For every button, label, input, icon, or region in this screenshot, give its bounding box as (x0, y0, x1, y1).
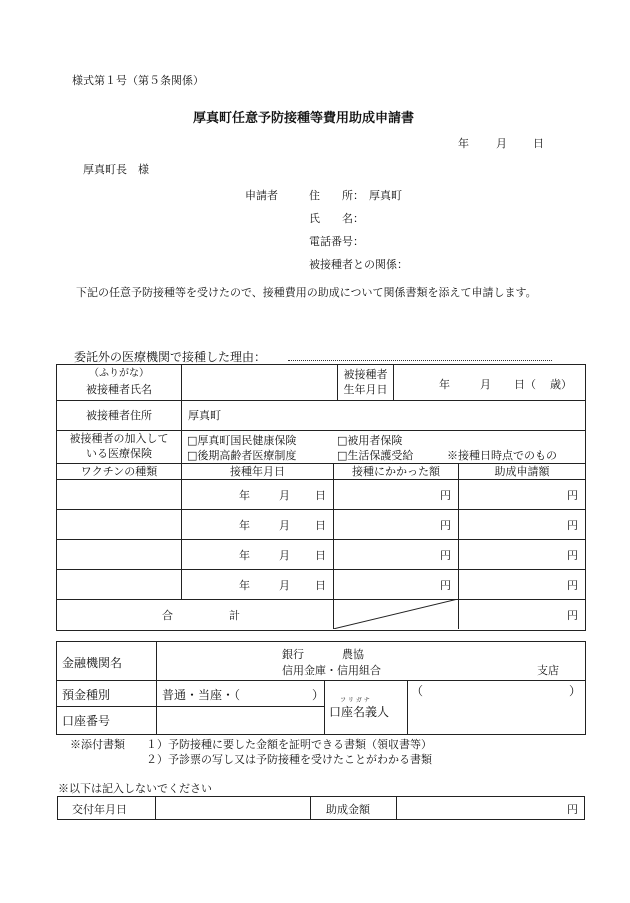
birth-age[interactable]: 歳） (550, 378, 572, 391)
holder-paren-open[interactable]: （ (411, 684, 424, 698)
shinkin-option[interactable]: 信用金庫・信用組合 (282, 664, 381, 677)
row-subsidy-yen: 円 (567, 519, 578, 532)
row-subsidy-yen: 円 (567, 579, 578, 592)
date-year: 年 (458, 137, 469, 150)
row-day: 日 (315, 579, 326, 592)
amount-yen[interactable]: 円 (567, 803, 578, 816)
header-cost: 接種にかかった額 (352, 464, 440, 478)
deposit-type-label: 預金種別 (62, 688, 111, 702)
birth-label-1: 被接種者 (343, 367, 388, 381)
insurance-seiho-checkbox[interactable]: □生活保護受給 (337, 449, 414, 462)
address-label: 被接種者住所 (86, 408, 152, 422)
office-table (57, 796, 585, 820)
applicant-relation-label: 被接種者との関係： (309, 258, 408, 271)
header-subsidy: 助成申請額 (494, 464, 550, 478)
deposit-type-options[interactable]: 普通・当座・（ ） (162, 688, 325, 702)
account-number-label: 口座番号 (62, 714, 111, 728)
birth-year[interactable]: 年 (439, 378, 450, 391)
row-subsidy-yen: 円 (567, 549, 578, 562)
attachment-item-1: １）予防接種に要した金額を証明できる書類（領収書等） (146, 738, 432, 751)
row-month: 月 (279, 519, 290, 532)
attachment-item-2: ２）予診票の写し又は予防接種を受けたことがわかる書類 (146, 753, 432, 766)
row-cost-yen: 円 (440, 549, 451, 562)
row-year: 年 (239, 489, 250, 502)
amount-label: 助成金額 (326, 803, 370, 816)
issue-date-field[interactable] (157, 798, 307, 817)
holder-label: 口座名義人 (329, 705, 390, 719)
insurance-kokuho-checkbox[interactable]: □厚真町国民健康保険 (187, 434, 297, 447)
applicant-address-label: 住 所： (309, 189, 364, 202)
addressee: 厚真町長 様 (83, 163, 149, 176)
furigana-label: （ふりがな） (89, 367, 149, 379)
insurance-label-1: 被接種者の加入して (69, 432, 169, 446)
row-year: 年 (239, 579, 250, 592)
address-value[interactable]: 厚真町 (188, 408, 221, 422)
applicant-name-label: 氏 名： (309, 212, 364, 225)
reason-label: 委託外の医療機関で接種した理由： (74, 350, 267, 364)
date-month: 月 (496, 137, 507, 150)
applicant-label: 申請者 (245, 189, 278, 202)
form-number: 様式第１号（第５条関係） (72, 74, 204, 87)
issue-date-label: 交付年月日 (72, 803, 127, 816)
insurance-koki-checkbox[interactable]: □後期高齢者医療制度 (187, 449, 297, 462)
row-day: 日 (315, 549, 326, 562)
row-year: 年 (239, 519, 250, 532)
page-title: 厚真町任意予防接種等費用助成申請書 (193, 111, 415, 126)
birth-label-2: 生年月日 (343, 382, 388, 396)
insurance-label-2: いる医療保険 (86, 447, 152, 461)
intro-text: 下記の任意予防接種等を受けたので、接種費用の助成について関係書類を添えて申請します。 (76, 286, 537, 299)
reason-underline[interactable] (288, 360, 552, 361)
total-label-2: 計 (229, 609, 240, 622)
row-cost-yen: 円 (440, 489, 451, 502)
account-number-field[interactable] (160, 708, 320, 730)
row-cost-yen: 円 (440, 579, 451, 592)
row-day: 日 (315, 489, 326, 502)
total-label-1: 合 (162, 609, 173, 622)
row-month: 月 (279, 579, 290, 592)
total-diagonal (333, 599, 458, 629)
row-day: 日 (315, 519, 326, 532)
name-label: 被接種者氏名 (86, 383, 152, 397)
attachments-label: ※添付書類 (70, 738, 125, 751)
bank-option[interactable]: 銀行 (282, 648, 304, 661)
date-day: 日 (533, 137, 544, 150)
birth-month[interactable]: 月 (480, 378, 491, 391)
branch-label: 支店 (537, 664, 559, 677)
header-date: 接種年月日 (230, 464, 285, 478)
institution-label: 金融機関名 (62, 656, 123, 670)
row-month: 月 (279, 549, 290, 562)
row-month: 月 (279, 489, 290, 502)
office-use-note: ※以下は記入しないでください (58, 782, 212, 795)
nokyo-option[interactable]: 農協 (342, 648, 364, 661)
holder-furigana: フ リ ガ ナ (340, 697, 370, 704)
row-cost-yen: 円 (440, 519, 451, 532)
name-field[interactable] (182, 365, 337, 400)
insurance-note: ※接種日時点でのもの (447, 449, 557, 462)
birth-day[interactable]: 日（ (514, 378, 536, 391)
total-yen: 円 (567, 609, 578, 622)
insurance-hiyosha-checkbox[interactable]: □被用者保険 (337, 434, 403, 447)
holder-paren-close[interactable]: ） (569, 684, 582, 698)
applicant-phone-label: 電話番号： (309, 235, 364, 248)
applicant-address-value[interactable]: 厚真町 (369, 189, 402, 202)
row-year: 年 (239, 549, 250, 562)
row-subsidy-yen: 円 (567, 489, 578, 502)
header-vaccine: ワクチンの種類 (80, 464, 158, 478)
